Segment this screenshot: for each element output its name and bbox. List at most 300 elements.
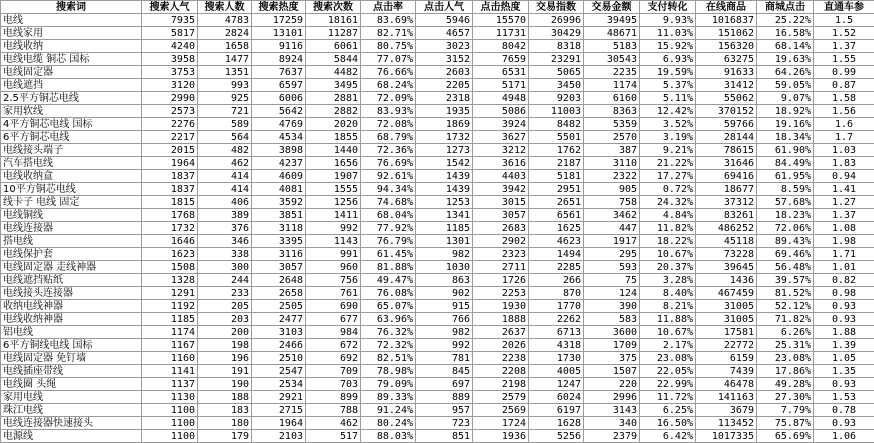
data-cell[interactable]: 37312 — [696, 196, 757, 209]
data-cell[interactable]: 5946 — [416, 14, 473, 27]
keyword-cell[interactable]: 电线 — [1, 14, 142, 27]
data-cell[interactable]: 2262 — [529, 313, 584, 326]
data-cell[interactable]: 1907 — [306, 170, 361, 183]
data-cell[interactable]: 1167 — [142, 339, 198, 352]
keyword-cell[interactable]: 搭电线 — [1, 235, 142, 248]
data-cell[interactable]: 8363 — [584, 105, 640, 118]
data-cell[interactable]: 5181 — [529, 170, 584, 183]
data-cell[interactable]: 338 — [198, 248, 252, 261]
data-cell[interactable]: 39.57% — [757, 274, 814, 287]
data-cell[interactable]: 89.33% — [361, 391, 416, 404]
data-cell[interactable]: 11.72% — [640, 391, 696, 404]
data-cell[interactable]: 4657 — [416, 27, 473, 40]
data-cell[interactable]: 1837 — [142, 183, 198, 196]
data-cell[interactable]: 984 — [306, 326, 361, 339]
data-cell[interactable]: 2379 — [584, 430, 640, 443]
data-cell[interactable]: 21.22% — [640, 157, 696, 170]
column-header[interactable]: 搜索热度 — [252, 1, 306, 14]
data-cell[interactable]: 863 — [416, 274, 473, 287]
data-cell[interactable]: 2683 — [473, 222, 529, 235]
data-cell[interactable]: 69.46% — [757, 248, 814, 261]
keyword-cell[interactable]: 电线连接器 — [1, 222, 142, 235]
data-cell[interactable]: 3958 — [142, 53, 198, 66]
data-cell[interactable]: 5.37% — [640, 79, 696, 92]
data-cell[interactable]: 220 — [584, 378, 640, 391]
data-cell[interactable]: 183 — [198, 404, 252, 417]
data-cell[interactable]: 1.71 — [814, 248, 874, 261]
data-cell[interactable]: 2658 — [252, 287, 306, 300]
data-cell[interactable]: 2711 — [473, 261, 529, 274]
data-cell[interactable]: 781 — [416, 352, 473, 365]
data-cell[interactable]: 23.08% — [757, 352, 814, 365]
data-cell[interactable]: 1.37 — [814, 40, 874, 53]
data-cell[interactable]: 52.12% — [757, 300, 814, 313]
keyword-cell[interactable]: 电线家用 — [1, 27, 142, 40]
data-cell[interactable]: 1964 — [142, 157, 198, 170]
data-cell[interactable]: 1.88 — [814, 326, 874, 339]
data-cell[interactable]: 4482 — [306, 66, 361, 79]
data-cell[interactable]: 1253 — [416, 196, 473, 209]
data-cell[interactable]: 3898 — [252, 144, 306, 157]
data-cell[interactable]: 30543 — [584, 53, 640, 66]
data-cell[interactable]: 8042 — [473, 40, 529, 53]
data-cell[interactable]: 6561 — [529, 209, 584, 222]
data-cell[interactable]: 1646 — [142, 235, 198, 248]
data-cell[interactable]: 65.69% — [757, 430, 814, 443]
data-cell[interactable]: 389 — [198, 209, 252, 222]
keyword-cell[interactable]: 电源线 — [1, 430, 142, 443]
data-cell[interactable]: 1555 — [306, 183, 361, 196]
data-cell[interactable]: 45118 — [696, 235, 757, 248]
data-cell[interactable]: 72.08% — [361, 118, 416, 131]
data-cell[interactable]: 12.42% — [640, 105, 696, 118]
data-cell[interactable]: 59.05% — [757, 79, 814, 92]
data-cell[interactable]: 709 — [306, 365, 361, 378]
data-cell[interactable]: 3110 — [584, 157, 640, 170]
column-header[interactable]: 搜索人数 — [198, 1, 252, 14]
data-cell[interactable]: 1964 — [252, 417, 306, 430]
data-cell[interactable]: 1658 — [198, 40, 252, 53]
data-cell[interactable]: 3118 — [252, 222, 306, 235]
data-cell[interactable]: 1732 — [416, 131, 473, 144]
data-cell[interactable]: 63.96% — [361, 313, 416, 326]
data-cell[interactable]: 5171 — [473, 79, 529, 92]
data-cell[interactable]: 3057 — [473, 209, 529, 222]
data-cell[interactable]: 15570 — [473, 14, 529, 27]
data-cell[interactable]: 8482 — [529, 118, 584, 131]
data-cell[interactable]: 2323 — [473, 248, 529, 261]
data-cell[interactable]: 3679 — [696, 404, 757, 417]
data-cell[interactable]: 960 — [306, 261, 361, 274]
data-cell[interactable]: 39645 — [696, 261, 757, 274]
data-cell[interactable]: 22.05% — [640, 365, 696, 378]
data-cell[interactable]: 6024 — [529, 391, 584, 404]
keyword-cell[interactable]: 铝电线 — [1, 326, 142, 339]
data-cell[interactable]: 0.87 — [814, 79, 874, 92]
data-cell[interactable]: 9.21% — [640, 144, 696, 157]
data-cell[interactable]: 76.69% — [361, 157, 416, 170]
data-cell[interactable]: 3851 — [252, 209, 306, 222]
data-cell[interactable]: 593 — [584, 261, 640, 274]
data-cell[interactable]: 1724 — [473, 417, 529, 430]
data-cell[interactable]: 6531 — [473, 66, 529, 79]
data-cell[interactable]: 31005 — [696, 313, 757, 326]
data-cell[interactable]: 89.43% — [757, 235, 814, 248]
data-cell[interactable]: 1017335 — [696, 430, 757, 443]
data-cell[interactable]: 0.72% — [640, 183, 696, 196]
data-cell[interactable]: 1.5 — [814, 14, 874, 27]
data-cell[interactable]: 205 — [198, 300, 252, 313]
keyword-cell[interactable]: 电线收纳盒 — [1, 170, 142, 183]
data-cell[interactable]: 196 — [198, 352, 252, 365]
data-cell[interactable]: 71.82% — [757, 313, 814, 326]
data-cell[interactable]: 156320 — [696, 40, 757, 53]
data-cell[interactable]: 1.39 — [814, 339, 874, 352]
data-cell[interactable]: 151062 — [696, 27, 757, 40]
data-cell[interactable]: 1100 — [142, 430, 198, 443]
data-cell[interactable]: 75 — [584, 274, 640, 287]
data-cell[interactable]: 5.11% — [640, 92, 696, 105]
data-cell[interactable]: 198 — [198, 339, 252, 352]
data-cell[interactable]: 6061 — [306, 40, 361, 53]
data-cell[interactable]: 2198 — [473, 378, 529, 391]
data-cell[interactable]: 3143 — [584, 404, 640, 417]
data-cell[interactable]: 1185 — [142, 313, 198, 326]
data-cell[interactable]: 244 — [198, 274, 252, 287]
data-cell[interactable]: 1247 — [529, 378, 584, 391]
data-cell[interactable]: 6.26% — [757, 326, 814, 339]
data-cell[interactable]: 756 — [306, 274, 361, 287]
data-cell[interactable]: 8318 — [529, 40, 584, 53]
keyword-cell[interactable]: 电线保护套 — [1, 248, 142, 261]
data-cell[interactable]: 1440 — [306, 144, 361, 157]
data-cell[interactable]: 1160 — [142, 352, 198, 365]
data-cell[interactable]: 72.09% — [361, 92, 416, 105]
data-cell[interactable]: 6.42% — [640, 430, 696, 443]
data-cell[interactable]: 48671 — [584, 27, 640, 40]
data-cell[interactable]: 6597 — [252, 79, 306, 92]
data-cell[interactable]: 3924 — [473, 118, 529, 131]
column-header[interactable]: 支付转化 — [640, 1, 696, 14]
data-cell[interactable]: 1625 — [529, 222, 584, 235]
data-cell[interactable]: 26996 — [529, 14, 584, 27]
data-cell[interactable]: 57.68% — [757, 196, 814, 209]
data-cell[interactable]: 88.03% — [361, 430, 416, 443]
data-cell[interactable]: 5086 — [473, 105, 529, 118]
data-cell[interactable]: 3450 — [529, 79, 584, 92]
keyword-cell[interactable]: 家用电线 — [1, 391, 142, 404]
data-cell[interactable]: 16.58% — [757, 27, 814, 40]
data-cell[interactable]: 39495 — [584, 14, 640, 27]
keyword-cell[interactable]: 4平方铜芯电线 国标 — [1, 118, 142, 131]
data-cell[interactable]: 1628 — [529, 417, 584, 430]
keyword-cell[interactable]: 家用软线 — [1, 105, 142, 118]
data-cell[interactable]: 10.67% — [640, 326, 696, 339]
data-cell[interactable]: 2951 — [529, 183, 584, 196]
data-cell[interactable]: 83261 — [696, 209, 757, 222]
data-cell[interactable]: 77.07% — [361, 53, 416, 66]
data-cell[interactable]: 61.90% — [757, 144, 814, 157]
data-cell[interactable]: 376 — [198, 222, 252, 235]
data-cell[interactable]: 915 — [416, 300, 473, 313]
data-cell[interactable]: 23.08% — [640, 352, 696, 365]
data-cell[interactable]: 5256 — [529, 430, 584, 443]
data-cell[interactable]: 447 — [584, 222, 640, 235]
data-cell[interactable]: 190 — [198, 378, 252, 391]
data-cell[interactable]: 1623 — [142, 248, 198, 261]
data-cell[interactable]: 69416 — [696, 170, 757, 183]
data-cell[interactable]: 61.95% — [757, 170, 814, 183]
data-cell[interactable]: 1.55 — [814, 53, 874, 66]
data-cell[interactable]: 3462 — [584, 209, 640, 222]
data-cell[interactable]: 991 — [306, 248, 361, 261]
keyword-cell[interactable]: 电线收纳 — [1, 40, 142, 53]
data-cell[interactable]: 462 — [198, 157, 252, 170]
data-cell[interactable]: 3057 — [252, 261, 306, 274]
data-cell[interactable]: 81.52% — [757, 287, 814, 300]
data-cell[interactable]: 203 — [198, 313, 252, 326]
data-cell[interactable]: 23291 — [529, 53, 584, 66]
keyword-cell[interactable]: 线卡子 电线 固定 — [1, 196, 142, 209]
data-cell[interactable]: 697 — [416, 378, 473, 391]
data-cell[interactable]: 15.92% — [640, 40, 696, 53]
data-cell[interactable]: 1.6 — [814, 118, 874, 131]
data-cell[interactable]: 517 — [306, 430, 361, 443]
data-cell[interactable]: 4005 — [529, 365, 584, 378]
data-cell[interactable]: 3592 — [252, 196, 306, 209]
data-cell[interactable]: 46478 — [696, 378, 757, 391]
data-cell[interactable]: 2187 — [529, 157, 584, 170]
data-cell[interactable]: 78.98% — [361, 365, 416, 378]
keyword-cell[interactable]: 电线连接器快速接头 — [1, 417, 142, 430]
data-cell[interactable]: 0.78 — [814, 404, 874, 417]
data-cell[interactable]: 1477 — [198, 53, 252, 66]
keyword-cell[interactable]: 电线圈 头绳 — [1, 378, 142, 391]
data-cell[interactable]: 414 — [198, 183, 252, 196]
data-cell[interactable]: 467459 — [696, 287, 757, 300]
data-cell[interactable]: 1174 — [584, 79, 640, 92]
data-cell[interactable]: 1930 — [473, 300, 529, 313]
data-cell[interactable]: 2015 — [142, 144, 198, 157]
data-cell[interactable]: 1869 — [416, 118, 473, 131]
data-cell[interactable]: 2990 — [142, 92, 198, 105]
data-cell[interactable]: 758 — [584, 196, 640, 209]
data-cell[interactable]: 2921 — [252, 391, 306, 404]
data-cell[interactable]: 889 — [416, 391, 473, 404]
data-cell[interactable]: 1508 — [142, 261, 198, 274]
data-cell[interactable]: 11.03% — [640, 27, 696, 40]
data-cell[interactable]: 82.71% — [361, 27, 416, 40]
keyword-cell[interactable]: 电线接头端子 — [1, 144, 142, 157]
data-cell[interactable]: 84.49% — [757, 157, 814, 170]
data-cell[interactable]: 1439 — [416, 183, 473, 196]
data-cell[interactable]: 13101 — [252, 27, 306, 40]
data-cell[interactable]: 370152 — [696, 105, 757, 118]
data-cell[interactable]: 2238 — [473, 352, 529, 365]
data-cell[interactable]: 2573 — [142, 105, 198, 118]
data-cell[interactable]: 6006 — [252, 92, 306, 105]
data-cell[interactable]: 1837 — [142, 170, 198, 183]
data-cell[interactable]: 6197 — [529, 404, 584, 417]
data-cell[interactable]: 340 — [584, 417, 640, 430]
data-cell[interactable]: 2505 — [252, 300, 306, 313]
data-cell[interactable]: 191 — [198, 365, 252, 378]
data-cell[interactable]: 18677 — [696, 183, 757, 196]
data-cell[interactable]: 2902 — [473, 235, 529, 248]
data-cell[interactable]: 300 — [198, 261, 252, 274]
data-cell[interactable]: 1030 — [416, 261, 473, 274]
keyword-cell[interactable]: 10平方铜芯电线 — [1, 183, 142, 196]
keyword-cell[interactable]: 珠江电线 — [1, 404, 142, 417]
data-cell[interactable]: 3.19% — [640, 131, 696, 144]
data-cell[interactable]: 1726 — [473, 274, 529, 287]
data-cell[interactable]: 486252 — [696, 222, 757, 235]
data-cell[interactable]: 25.31% — [757, 339, 814, 352]
data-cell[interactable]: 18.22% — [640, 235, 696, 248]
data-cell[interactable]: 2534 — [252, 378, 306, 391]
data-cell[interactable]: 1.41 — [814, 183, 874, 196]
data-cell[interactable]: 4237 — [252, 157, 306, 170]
data-cell[interactable]: 4.84% — [640, 209, 696, 222]
data-cell[interactable]: 1100 — [142, 417, 198, 430]
data-cell[interactable]: 1273 — [416, 144, 473, 157]
column-header[interactable]: 搜索人气 — [142, 1, 198, 14]
data-cell[interactable]: 1130 — [142, 391, 198, 404]
data-cell[interactable]: 692 — [306, 352, 361, 365]
data-cell[interactable]: 992 — [306, 222, 361, 235]
data-cell[interactable]: 2020 — [306, 118, 361, 131]
keyword-cell[interactable]: 电线遮挡 — [1, 79, 142, 92]
data-cell[interactable]: 2637 — [473, 326, 529, 339]
data-cell[interactable]: 4240 — [142, 40, 198, 53]
data-cell[interactable]: 0.93 — [814, 378, 874, 391]
keyword-cell[interactable]: 电线固定器 走线神器 — [1, 261, 142, 274]
data-cell[interactable]: 690 — [306, 300, 361, 313]
data-cell[interactable]: 2466 — [252, 339, 306, 352]
data-cell[interactable]: 1.27 — [814, 196, 874, 209]
data-cell[interactable]: 2547 — [252, 365, 306, 378]
data-cell[interactable]: 18.34% — [757, 131, 814, 144]
data-cell[interactable]: 73228 — [696, 248, 757, 261]
data-cell[interactable]: 3753 — [142, 66, 198, 79]
data-cell[interactable]: 11.88% — [640, 313, 696, 326]
data-cell[interactable]: 9203 — [529, 92, 584, 105]
data-cell[interactable]: 564 — [198, 131, 252, 144]
data-cell[interactable]: 1762 — [529, 144, 584, 157]
data-cell[interactable]: 76.66% — [361, 66, 416, 79]
data-cell[interactable]: 761 — [306, 287, 361, 300]
data-cell[interactable]: 677 — [306, 313, 361, 326]
data-cell[interactable]: 78615 — [696, 144, 757, 157]
data-cell[interactable]: 75.87% — [757, 417, 814, 430]
data-cell[interactable]: 1192 — [142, 300, 198, 313]
keyword-cell[interactable]: 电线铜线 — [1, 209, 142, 222]
data-cell[interactable]: 4769 — [252, 118, 306, 131]
data-cell[interactable]: 3600 — [584, 326, 640, 339]
data-cell[interactable]: 19.16% — [757, 118, 814, 131]
data-cell[interactable]: 1141 — [142, 365, 198, 378]
data-cell[interactable]: 851 — [416, 430, 473, 443]
data-cell[interactable]: 113452 — [696, 417, 757, 430]
data-cell[interactable]: 3616 — [473, 157, 529, 170]
data-cell[interactable]: 845 — [416, 365, 473, 378]
data-cell[interactable]: 1888 — [473, 313, 529, 326]
data-cell[interactable]: 8.40% — [640, 287, 696, 300]
data-cell[interactable]: 1732 — [142, 222, 198, 235]
data-cell[interactable]: 92.61% — [361, 170, 416, 183]
keyword-cell[interactable]: 电线电缆 铜芯 国标 — [1, 53, 142, 66]
data-cell[interactable]: 2996 — [584, 391, 640, 404]
column-header[interactable]: 商城点击 — [757, 1, 814, 14]
column-header[interactable]: 点击热度 — [473, 1, 529, 14]
data-cell[interactable]: 1328 — [142, 274, 198, 287]
data-cell[interactable]: 3015 — [473, 196, 529, 209]
data-cell[interactable]: 1439 — [416, 170, 473, 183]
data-cell[interactable]: 141163 — [696, 391, 757, 404]
data-cell[interactable]: 2569 — [473, 404, 529, 417]
data-cell[interactable]: 22.99% — [640, 378, 696, 391]
data-cell[interactable]: 2579 — [473, 391, 529, 404]
data-cell[interactable]: 63275 — [696, 53, 757, 66]
data-cell[interactable]: 672 — [306, 339, 361, 352]
data-cell[interactable]: 4623 — [529, 235, 584, 248]
data-cell[interactable]: 188 — [198, 391, 252, 404]
data-cell[interactable]: 31005 — [696, 300, 757, 313]
data-cell[interactable]: 1815 — [142, 196, 198, 209]
data-cell[interactable]: 4783 — [198, 14, 252, 27]
data-cell[interactable]: 462 — [306, 417, 361, 430]
data-cell[interactable]: 482 — [198, 144, 252, 157]
data-cell[interactable]: 17.27% — [640, 170, 696, 183]
keyword-cell[interactable]: 收纳电线神器 — [1, 300, 142, 313]
data-cell[interactable]: 1.98 — [814, 235, 874, 248]
column-header[interactable]: 直通车参 — [814, 1, 874, 14]
data-cell[interactable]: 925 — [198, 92, 252, 105]
data-cell[interactable]: 49.28% — [757, 378, 814, 391]
data-cell[interactable]: 2.17% — [640, 339, 696, 352]
data-cell[interactable]: 3942 — [473, 183, 529, 196]
data-cell[interactable]: 65.07% — [361, 300, 416, 313]
data-cell[interactable]: 2253 — [473, 287, 529, 300]
keyword-cell[interactable]: 电线插座带线 — [1, 365, 142, 378]
data-cell[interactable]: 1100 — [142, 404, 198, 417]
data-cell[interactable]: 721 — [198, 105, 252, 118]
data-cell[interactable]: 72.36% — [361, 144, 416, 157]
data-cell[interactable]: 1.01 — [814, 261, 874, 274]
data-cell[interactable]: 2882 — [306, 105, 361, 118]
data-cell[interactable]: 19.63% — [757, 53, 814, 66]
data-cell[interactable]: 2103 — [252, 430, 306, 443]
data-cell[interactable]: 10.67% — [640, 248, 696, 261]
keyword-cell[interactable]: 汽车搭电线 — [1, 157, 142, 170]
data-cell[interactable]: 1.06 — [814, 430, 874, 443]
data-cell[interactable]: 7.79% — [757, 404, 814, 417]
data-cell[interactable]: 387 — [584, 144, 640, 157]
data-cell[interactable]: 17.86% — [757, 365, 814, 378]
data-cell[interactable]: 6.93% — [640, 53, 696, 66]
data-cell[interactable]: 7439 — [696, 365, 757, 378]
data-cell[interactable]: 589 — [198, 118, 252, 131]
data-cell[interactable]: 56.48% — [757, 261, 814, 274]
data-cell[interactable]: 703 — [306, 378, 361, 391]
data-cell[interactable]: 9116 — [252, 40, 306, 53]
data-cell[interactable]: 81.88% — [361, 261, 416, 274]
data-cell[interactable]: 1143 — [306, 235, 361, 248]
data-cell[interactable]: 993 — [198, 79, 252, 92]
column-header[interactable]: 搜索词 — [1, 1, 142, 14]
keyword-cell[interactable]: 电线接头连接器 — [1, 287, 142, 300]
data-cell[interactable]: 902 — [416, 287, 473, 300]
